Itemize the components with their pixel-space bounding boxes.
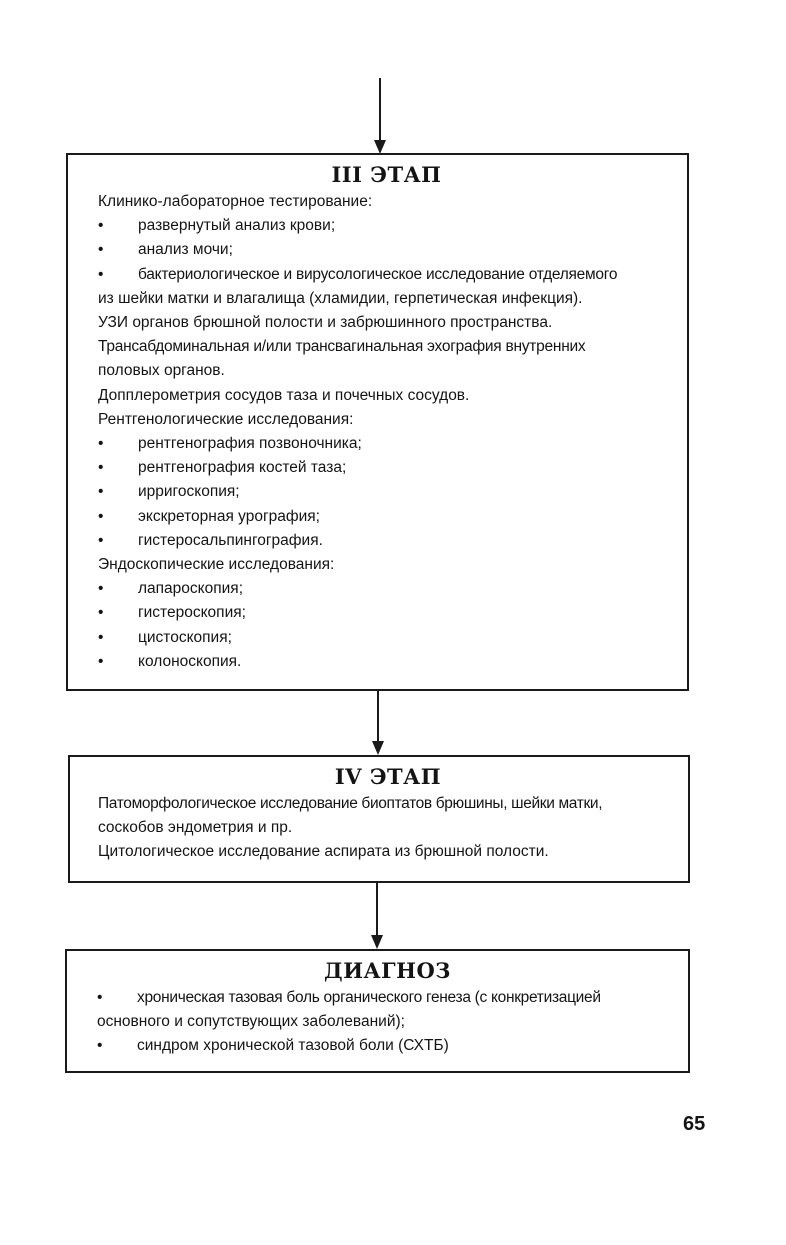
arrow-stage3-to-stage4: [368, 691, 388, 757]
stage3-bullet-item: • рентгенография костей таза;: [98, 456, 675, 480]
bullet-icon: •: [98, 531, 104, 549]
stage3-bullet-item: • анализ мочи;: [98, 238, 675, 262]
bullet-icon: •: [98, 435, 104, 453]
bullet-icon: •: [98, 652, 104, 670]
bullet-icon: •: [98, 265, 104, 283]
diagnosis-box: [65, 949, 690, 1073]
stage3-line: УЗИ органов брюшной полости и забрюшинного пространства.: [98, 314, 553, 332]
bullet-icon: •: [98, 217, 104, 235]
stage3-box: [66, 153, 689, 691]
stage3-bullet-item: • рентгенография позвоночника;: [98, 432, 675, 456]
stage3-bullet-item: • экскреторная урография;: [98, 505, 675, 529]
stage3-line: из шейки матки и влагалища (хламидии, герпетическая инфекция).: [98, 289, 583, 307]
stage4-line: соскобов эндометрия и пр.: [98, 819, 293, 837]
stage3-bullet-item: • колоноскопия.: [98, 650, 675, 674]
stage3-bullet-item: • развернутый анализ крови;: [98, 214, 675, 238]
stage4-box: [68, 755, 690, 883]
diagnosis-bullet-item: • хроническая тазовая боль органического генеза (с конкретизацией: [97, 986, 678, 1010]
bullet-icon: •: [97, 1037, 103, 1055]
bullet-icon: •: [97, 989, 103, 1006]
stage3-line: половых органов.: [98, 362, 225, 380]
diagnosis-bullet-item: • синдром хронической тазовой боли (СХТБ): [97, 1034, 678, 1058]
stage3-line: Трансабдоминальная и/или трансвагинальная эхография внутренних: [98, 338, 586, 356]
bullet-icon: •: [98, 604, 104, 622]
stage3-bullet-item: • ирригоскопия;: [98, 480, 675, 504]
stage3-bullet-item: • гистероскопия;: [98, 601, 675, 625]
bullet-icon: •: [98, 241, 104, 259]
diagnosis-title: ДИАГНОЗ: [324, 958, 451, 983]
bullet-icon: •: [98, 628, 104, 646]
stage3-title: III ЭТАП: [331, 162, 442, 187]
bullet-icon: •: [98, 459, 104, 477]
bullet-icon: •: [98, 507, 104, 525]
stage3-line: Клинико-лабораторное тестирование:: [98, 193, 373, 210]
diagnosis-line: основного и сопутствующих заболеваний);: [97, 1013, 405, 1031]
stage3-bullet-item: • цистоскопия;: [98, 626, 675, 650]
stage4-line: Цитологическое исследование аспирата из брюшной полости.: [98, 843, 549, 861]
stage3-bullet-item: • лапароскопия;: [98, 577, 675, 601]
page-number: 65: [683, 1113, 706, 1135]
stage3-line: Рентгенологические исследования:: [98, 410, 354, 428]
arrow-into-stage3: [370, 78, 390, 156]
bullet-icon: •: [98, 580, 104, 598]
stage3-line: Допплерометрия сосудов таза и почечных сосудов.: [98, 386, 470, 404]
stage3-bullet-item: • гистеросальпингография.: [98, 529, 675, 553]
stage3-bullet-item: • бактериологическое и вирусологическое исследование отделяемого: [98, 263, 675, 287]
stage4-title: IV ЭТАП: [334, 764, 442, 789]
bullet-icon: •: [98, 483, 104, 501]
arrow-stage4-to-diagnosis: [367, 883, 387, 951]
stage3-line: Эндоскопические исследования:: [98, 556, 335, 574]
stage4-line: Патоморфологическое исследование биоптатов брюшины, шейки матки,: [98, 795, 603, 812]
